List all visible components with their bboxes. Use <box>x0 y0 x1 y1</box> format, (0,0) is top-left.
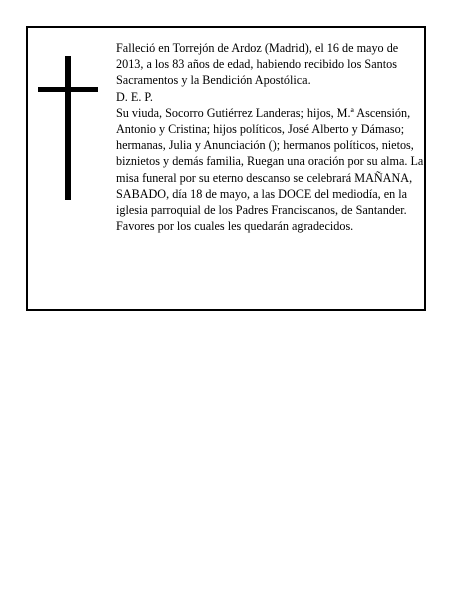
cross-icon <box>38 56 98 200</box>
death-announcement: Falleció en Torrejón de Ardoz (Madrid), el 16 de mayo de 2013, a los 83 años de edad, habiendo recibido los Santos Sacramentos y la Bendición Apostólica. <box>116 41 399 88</box>
obituary-notice <box>26 26 426 311</box>
cross-vertical-bar <box>65 56 71 200</box>
rip-line: D. E. P. <box>116 89 153 104</box>
notice-text <box>116 40 424 234</box>
family-and-funeral-details: Su viuda, Socorro Gutiérrez Landeras; hijos, M.ª Ascensión, Antonio y Cristina; hijos políticos, José Alberto y Dámaso; hermanas, Julia y Anunciación (); hermanos políticos, nietos, biznietos y demás familia, Ruegan una oración por su alma. La misa funeral por su eterno descanso se celebrará MAÑANA, SABADO, día 18 de mayo, a las DOCE del mediodía, en la iglesia parroquial de los Padres Franciscanos, de Santander. Favores por los cuales les quedarán agradecidos. <box>116 105 424 234</box>
cross-horizontal-bar <box>38 87 98 92</box>
